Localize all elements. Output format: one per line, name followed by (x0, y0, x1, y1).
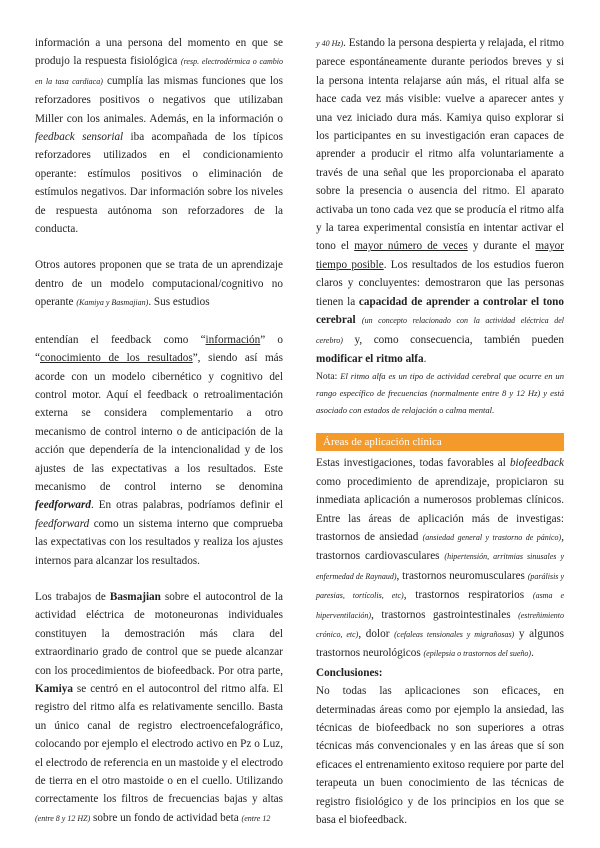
text-run: . Sus estudios (148, 296, 210, 309)
text-run: . Los resultados de los estudios fueron claros y concluyentes: demostraron que las personas tienen la (316, 258, 564, 308)
text-run: Estas investigaciones, todas favorables al (316, 457, 510, 470)
text-run: . (531, 647, 534, 660)
paragraph-conclusions: No todas las aplicaciones son eficaces, en determinadas áreas como por ejemplo la ansiedad, las técnicas de biofeedback no son superiores a otras técnicas más convencionales y en las áreas que sí son eficaces el entrenamiento exitoso requiere por parte del terapeuta un buen conocimiento de las técnicas de registro fisiológico y de los principios en los que se basa el biofeedback. (316, 685, 564, 827)
inline-note: (entre 12 (241, 813, 271, 823)
inline-note: (hipertensión, arritmias sinusales y enfermedad de Raynaud) (316, 552, 564, 581)
right-column (316, 34, 564, 829)
bold-term: capacidad de aprender a controlar el tono cerebral (316, 295, 564, 327)
text-run: se centró en el autocontrol del ritmo alfa. El registro del ritmo alfa es relativamente sencillo. Basta un único canal de registro electroencefalográfico, colocando por ejemplo el electrodo activo en Pz o Luz, el electrodo de referencia en un mastoide y el electrodo de tierra en el otro mastoide o en el cuello. Utilizando correctamente los filtros de frecuencias bajas y altas (35, 683, 283, 806)
paragraph-reinforcement (35, 34, 283, 238)
text-run: cumplía las mismas funciones que los reforzadores positivos o negativos que utilizaban Miller con los animales. Además, en la información o (35, 74, 283, 125)
paragraph-basmajian-kamiya (35, 588, 283, 828)
text-run: iba acompañada de los típicos reforzadores utilizados en el condicionamiento operante: estímulos positivos o eliminación de estímulos negativos. Dar información sobre los niveles de respuesta autónoma son reforzadores de la conducta. (35, 131, 283, 236)
italic-term: biofeedback (509, 457, 564, 470)
underlined-term: conocimiento de los resultados (39, 352, 193, 365)
conclusions-heading: Conclusiones: (316, 666, 383, 679)
text-run: ”, siendo así más acorde con un modelo cibernético y cognitivo del control motor. Aquí el feedback o retroalimentación externa se considera complementario a otro mecanismo de control interno o de anticipación de la acción que dependería de la intencionalidad y de los ajustes de las expectativas a los resultados. Este mecanismo de control interno se denomina (35, 352, 284, 493)
paragraph-feedforward (35, 331, 283, 570)
inline-note: (un concepto relacionado con la actividad eléctrica del cerebro) (316, 316, 565, 345)
bold-italic-term: feedforward (35, 499, 91, 512)
paragraph-cognitive-model (35, 256, 283, 312)
inline-note: (estreñimiento crónico, etc) (316, 610, 564, 639)
text-run: , trastornos neuromusculares (396, 569, 528, 582)
inline-note: (entre 8 y 12 HZ) (35, 813, 91, 823)
paragraph-clinical-areas (316, 454, 564, 663)
underlined-term: mayor número de veces (354, 240, 468, 253)
text-run: y, como consecuencia, también pueden (342, 333, 564, 346)
inline-note: (cefaleas tensionales y migrañosas) (394, 629, 515, 639)
inline-note: y 40 Hz) (316, 39, 344, 48)
text-run: Los trabajos de (35, 590, 110, 603)
inline-note: (resp. electrodérmica o cambio en la tasa cardiaca) (35, 57, 283, 86)
text-run: ” o “ (35, 333, 283, 365)
underlined-term: mayor tiempo posible (316, 240, 564, 271)
section-header-clinical-areas: Áreas de aplicación clínica (316, 433, 564, 451)
italic-term: feedback sensorial (35, 131, 124, 144)
inline-note: (asma e hiperventilación) (316, 591, 565, 620)
text-run: , dolor (358, 627, 395, 640)
italic-term: feedforward (35, 517, 90, 530)
text-run: como un sistema interno que comprueba las expectativas con los resultados y realiza los ajustes internos para alcanzar los resultados. (35, 517, 283, 567)
inline-note: (ansiedad general y trastorno de pánico) (422, 532, 562, 542)
bold-term: Basmajian (109, 590, 161, 603)
text-run: sobre el autocontrol de la actividad eléctrica de motoneuronas individuales constituyen la demostración más clara del extraordinario grado de control que se puede alcanzar con los procedimientos de biofeedback. Por otra parte, (35, 590, 283, 677)
text-run: como procedimiento de aprendizaje, propiciaron su inmediata aplicación a numerosos problemas clínicos. Entre las áreas de aplicación más de investigas: trastornos de ansiedad (316, 475, 564, 543)
paragraph-alpha-rhythm (316, 34, 564, 368)
text-run: , trastornos gastrointestinales (371, 608, 519, 621)
bold-term: Kamiya (35, 683, 73, 695)
bold-term: modificar el ritmo alfa (316, 352, 424, 365)
text-run: entendían el feedback como “ (35, 333, 206, 346)
text-run: . (423, 352, 427, 365)
text-run: . Estando la persona despierta y relajada, el ritmo parece espontáneamente durante periodos breves y si la persona intenta relajarse aún más, el ritual alfa se hace cada vez más visible: vuelve a aparecer antes y una vez iniciado dura más. Kamiya quiso explorar si los participantes en su investigación eran capaces de aprender a producir el ritmo alfa voluntariamente a través de una señal que les proporcionaba el aparato sobre la presencia o ausencia del ritmo. El aparato activaba un tono cada vez que se producía el ritmo alfa y la tarea experimental consistía en intentar activar el tono el (316, 37, 564, 253)
text-run: información a una persona del momento en que se produjo la respuesta fisiológica (35, 37, 283, 68)
text-run: y algunos trastornos neurológicos (316, 627, 564, 660)
left-column (35, 34, 283, 828)
note-label: Nota: (316, 371, 338, 383)
underlined-term: información (205, 333, 261, 346)
text-run: y durante el (467, 240, 536, 253)
note (316, 368, 564, 419)
inline-note: (parálisis y paresias, tortícolis, etc) (316, 571, 564, 601)
text-run: , trastornos cardiovasculares (316, 530, 564, 563)
inline-note: (Kamiya y Basmajian) (76, 298, 149, 308)
inline-note: (epilepsia o trastornos del sueño) (423, 649, 532, 659)
text-run: Otros autores proponen que se trata de un aprendizaje dentro de un modelo computacional/cognitivo no operante (35, 259, 283, 309)
text-run: sobre un fondo de actividad beta (90, 811, 242, 824)
text-run: , trastornos respiratorios (403, 589, 533, 602)
note-text: El ritmo alfa es un tipo de actividad cerebral que ocurre en un rango específico de frecuencias (normalmente entre 8 y 12 Hz) y está asociado con estados de relajación o calma mental. (316, 371, 564, 416)
text-run: . En otras palabras, podríamos definir el (90, 499, 283, 512)
